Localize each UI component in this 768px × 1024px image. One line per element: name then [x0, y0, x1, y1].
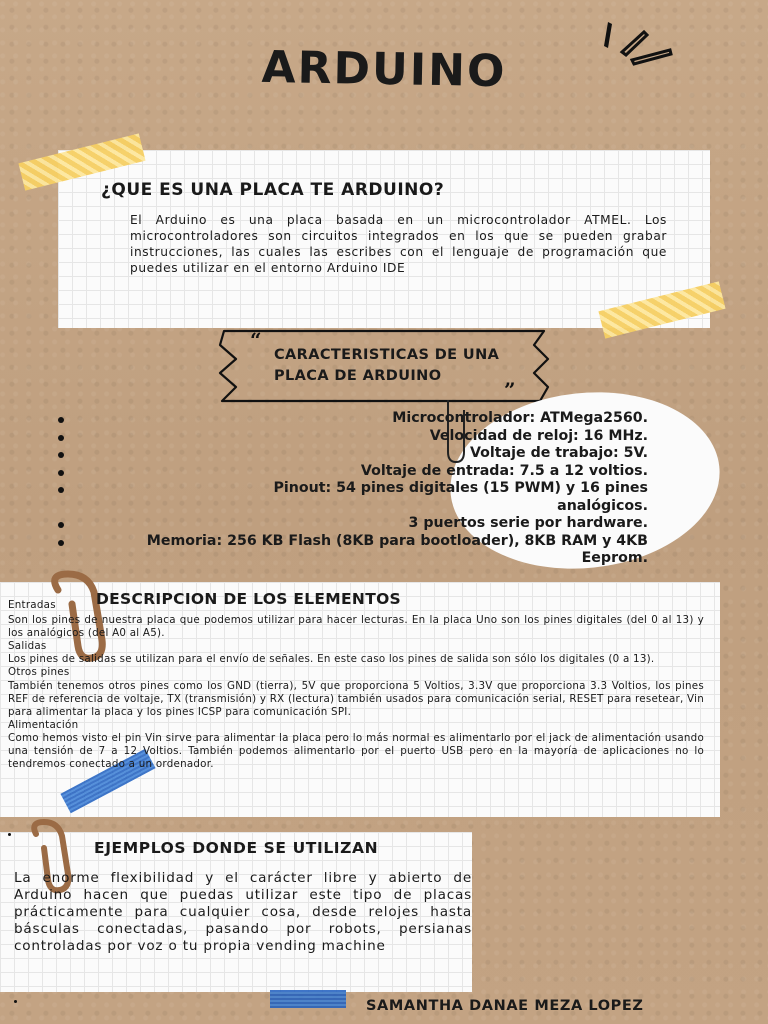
- svg-text:”: ”: [504, 378, 516, 402]
- characteristics-heading-line1: CARACTERISTICAS DE UNA: [274, 347, 500, 363]
- list-item: 3 puertos serie por hardware.: [58, 515, 648, 533]
- elements-heading: DESCRIPCION DE LOS ELEMENTOS: [96, 590, 402, 608]
- page-title: ARDUINO: [261, 41, 507, 98]
- elements-body: [8, 599, 704, 771]
- bullet-icon: [58, 417, 64, 423]
- elements-text-power: Como hemos visto el pin Vin sirve para alimentar la placa pero lo más normal es alimentarlo por el jack de alimentación usando una tensión de 7 a 12 Voltios. También podemos alimentarlo por el puerto USB pero en la mayoría de aplicaciones no lo tendremos conectado a un ordenador.: [8, 731, 704, 771]
- list-item: Velocidad de reloj: 16 MHz.: [58, 428, 648, 446]
- bullet-icon: [58, 470, 64, 476]
- elements-text-other: También tenemos otros pines como los GND (tierra), 5V que proporciona 5 Voltios, 3.3V que proporciona 3.3 Voltios, los pines REF de referencia de voltaje, TX (transmisión) y RX (lectura) también usados para comunicación serial, RESET para resetear, Vin para alimentar la placa y los pines ICSP para comunicación SPI.: [8, 679, 704, 718]
- tape-blue-bottom: [270, 990, 346, 1008]
- intro-heading: ¿QUE ES UNA PLACA TE ARDUINO?: [101, 180, 445, 200]
- list-item: Pinout: 54 pines digitales (15 PWM) y 16 pines analógicos.: [58, 480, 648, 515]
- dot-left-2: [14, 1000, 17, 1003]
- elements-text-inputs: Son los pines de nuestra placa que podemos utilizar para hacer lecturas. En la placa Uno son los pines digitales (del 0 al 13) y los analógicos (del A0 al A5).: [8, 614, 704, 640]
- bullet-icon: [58, 487, 64, 493]
- bullet-icon: [58, 522, 64, 528]
- list-item: Voltaje de entrada: 7.5 a 12 voltios.: [58, 463, 648, 481]
- elements-subtitle-outputs: Salidas: [8, 640, 47, 653]
- author-name: SAMANTHA DANAE MEZA LOPEZ: [366, 998, 644, 1014]
- elements-subtitle-other: Otros pines: [8, 666, 70, 679]
- characteristics-heading: [274, 345, 499, 387]
- examples-heading: EJEMPLOS DONDE SE UTILIZAN: [94, 839, 379, 857]
- sparkle-doodle-icon: [598, 18, 678, 68]
- elements-subtitle-inputs: Entradas: [8, 599, 56, 611]
- examples-body: La enorme flexibilidad y el carácter libre y abierto de Arduino hacen que puedas utilizar este tipo de placas prácticamente para cualquier cosa, desde relojes hasta básculas conectadas, pasando por robots, persianas controladas por voz o tu propia vending machine: [14, 870, 472, 954]
- bullet-icon: [58, 452, 64, 458]
- intro-body: El Arduino es una placa basada en un microcontrolador ATMEL. Los microcontroladores son circuitos integrados en los que se pueden grabar instrucciones, las cuales las escribes con el lenguaje de programación que puedes utilizar en el entorno Arduino IDE: [130, 213, 667, 275]
- dot-left-1: [8, 833, 11, 836]
- bullet-icon: [58, 435, 64, 441]
- characteristics-heading-line2: PLACA DE ARDUINO: [274, 368, 442, 384]
- list-item: Voltaje de trabajo: 5V.: [58, 445, 648, 463]
- elements-text-outputs: Los pines de salidas se utilizan para el envío de señales. En este caso los pines de salida son sólo los digitales (0 a 13).: [8, 653, 655, 666]
- list-item: Microcontrolador: ATMega2560.: [58, 410, 648, 428]
- list-item: Memoria: 256 KB Flash (8KB para bootloader), 8KB RAM y 4KB Eeprom.: [58, 533, 648, 568]
- characteristics-list: [58, 410, 648, 568]
- elements-subtitle-power: Alimentación: [8, 718, 79, 731]
- svg-text:“: “: [250, 328, 262, 352]
- bullet-icon: [58, 540, 64, 546]
